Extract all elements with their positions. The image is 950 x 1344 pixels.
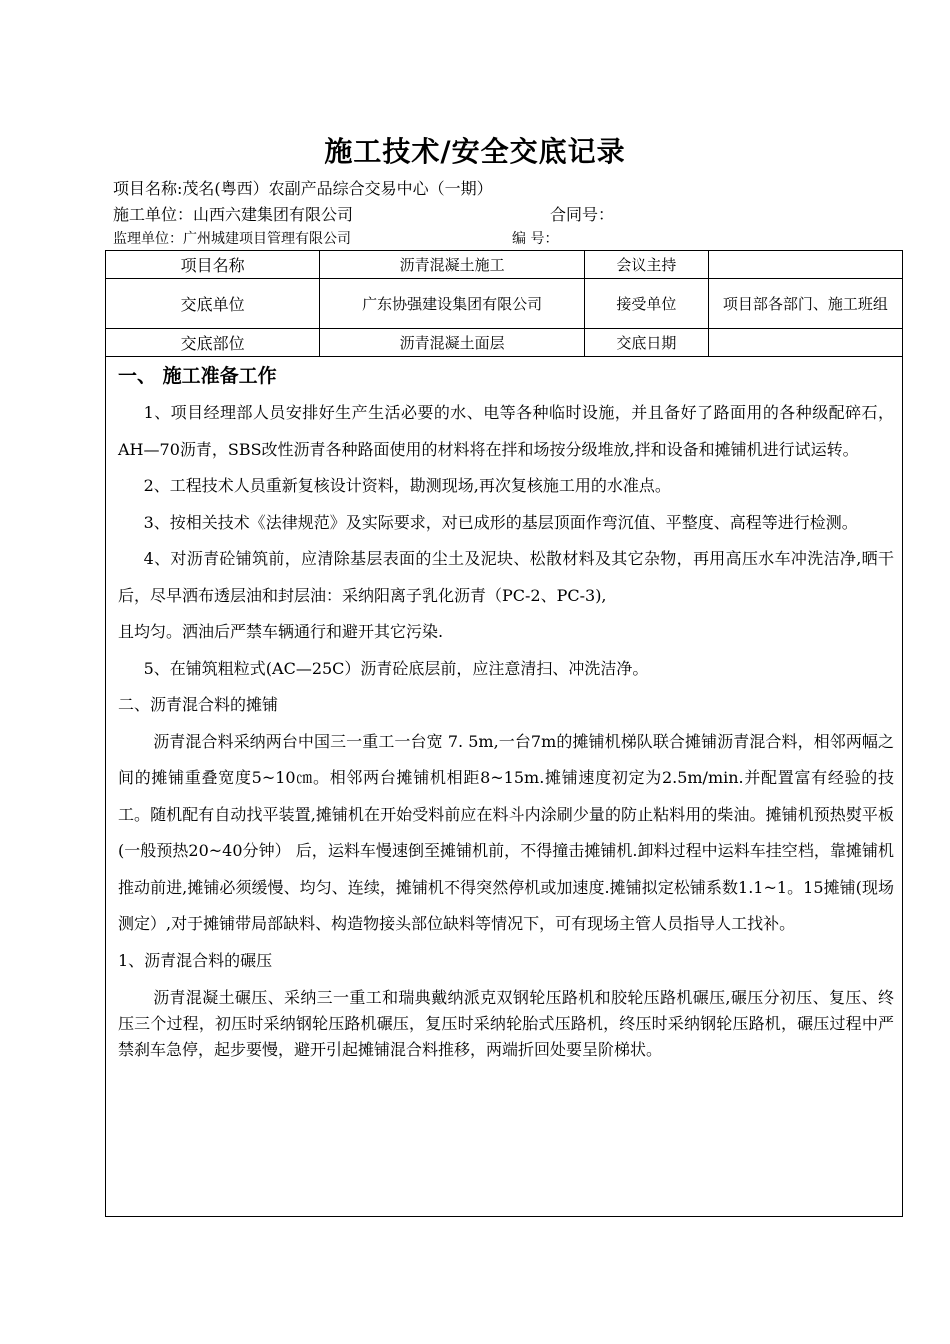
cell-briefing-unit-value: 广东协强建设集团有限公司 (320, 279, 585, 329)
construction-unit: 施工单位：山西六建集团有限公司 (113, 205, 354, 224)
contract-no: 合同号： (550, 205, 615, 224)
paragraph: 2、工程技术人员重新复核设计资料，勘测现场,再次复核施工用的水准点。 (143, 476, 671, 495)
cell-briefing-unit-label: 交底单位 (106, 279, 320, 329)
cell-meeting-host-label: 会议主持 (585, 251, 709, 279)
project-name: 项目名称:茂名(粤西）农副产品综合交易中心（一期） (113, 179, 493, 198)
section-heading-preparation: 一、 施工准备工作 (118, 365, 277, 387)
cell-briefing-part-value: 沥青混凝土面层 (320, 329, 585, 357)
supervision-unit: 监理单位：广州城建项目管理有限公司 (113, 231, 351, 247)
paragraph: 4、对沥青砼铺筑前，应清除基层表面的尘土及泥块、松散材料及其它杂物，再用高压水车冲洗洁净,晒干后，尽早洒布透层油和封层油：采纳阳离子乳化沥青（PC-2、PC-3), (118, 549, 894, 605)
cell-briefing-part-label: 交底部位 (106, 329, 320, 357)
table-row (106, 251, 903, 279)
section-heading-paving: 二、沥青混合料的摊铺 (118, 695, 279, 714)
paragraph: 1、项目经理部人员安排好生产生活必要的水、电等各种临时设施，并且备好了路面用的各种级配碎石，AH—70沥青，SBS改性沥青各种路面使用的材料将在拌和场按分级堆放,拌和设备和摊铺机进行试运转。 (118, 403, 894, 459)
cell-receiving-unit-value: 项目部各部门、施工班组 (708, 279, 902, 329)
paragraph: 5、在铺筑粗粒式(AC—25C）沥青砼底层前，应注意清扫、冲洗洁净。 (143, 658, 649, 678)
cell-briefing-date-label: 交底日期 (585, 329, 709, 357)
paragraph: 且均匀。洒油后严禁车辆通行和避开其它污染. (118, 622, 444, 641)
section-heading-rolling: 1、沥青混合料的碾压 (118, 950, 273, 970)
content-box (105, 357, 903, 1217)
cell-project-name-value: 沥青混凝土施工 (320, 251, 585, 279)
paragraph: 沥青混凝土碾压、采纳三一重工和瑞典戴纳派克双钢轮压路机和胶轮压路机碾压,碾压分初压、复压、终压三个过程，初压时采纳钢轮压路机碾压，复压时采纳轮胎式压路机，终压时采纳钢轮压路机，碾压过程中严禁刹车急停，起步要慢，避开引起摊铺混合料推移，两端折回处要呈阶梯状。 (118, 988, 894, 1059)
cell-meeting-host-value (708, 251, 902, 279)
cell-project-name-label: 项目名称 (106, 251, 320, 279)
info-table (105, 250, 903, 357)
paragraph: 沥青混合料采纳两台中国三一重工一台宽 7. 5m,一台7m的摊铺机梯队联合摊铺沥青混合料，相邻两幅之间的摊铺重叠宽度5~10㎝。相邻两台摊铺机相距8~15m.摊铺速度初定为2.5m/min.并配置富有经验的技工。随机配有自动找平装置,摊铺机在开始受料前应在料斗内涂刷少量的防止粘料用的柴油。摊铺机预热熨平板 (一般预热20~40分钟） 后，运料车慢速倒至摊铺机前，不得撞击摊铺机.卸料过程中运料车挂空档，靠摊铺机推动前进,摊铺必须缓慢、均匀、连续，摊铺机不得突然停机或加速度.摊铺拟定松铺系数1.1~1。15摊铺(现场测定）,对于摊铺带局部缺料、构造物接头部位缺料等情况下，可有现场主管人员指导人工找补。 (118, 731, 894, 933)
paragraph: 3、按相关技术《法律规范》及实际要求，对已成形的基层顶面作弯沉值、平整度、高程等进行检测。 (143, 512, 858, 532)
table-row (106, 329, 903, 357)
serial-no: 编 号： (512, 231, 559, 247)
cell-receiving-unit-label: 接受单位 (585, 279, 709, 329)
content-body (118, 395, 894, 1063)
cell-briefing-date-value (708, 329, 902, 357)
page-title: 施工技术/安全交底记录 (324, 135, 626, 168)
table-row (106, 279, 903, 329)
